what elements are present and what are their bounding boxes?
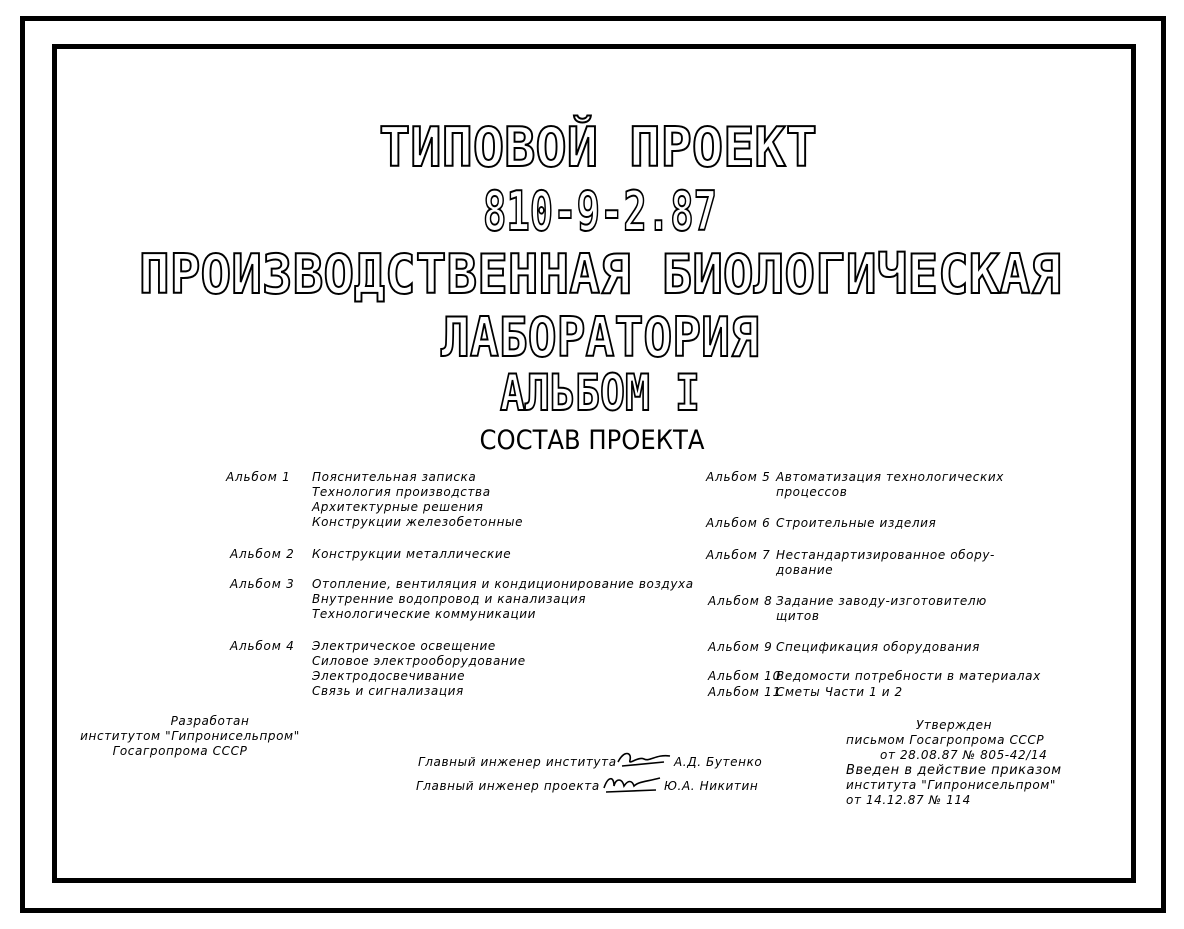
approval-line: письмом Госагропрома СССР	[846, 733, 1045, 747]
album-line: Силовое электрооборудование	[312, 654, 526, 668]
album-contents	[776, 470, 1004, 500]
album-line: Конструкции металлические	[312, 547, 512, 561]
album-line: щитов	[776, 609, 820, 623]
approval-line: Введен в действие приказом	[846, 763, 1062, 778]
approval-line: института "Гипронисельпром"	[846, 778, 1057, 792]
album-contents	[312, 470, 523, 530]
album-line: Отопление, вентиляция и кондиционирование воздуха	[312, 577, 694, 591]
album-line: Нестандартизированное обору-	[776, 548, 995, 562]
album-label: Альбом 9	[708, 640, 773, 654]
album-line: Пояснительная записка	[312, 470, 477, 484]
album-contents	[776, 594, 987, 624]
developer-line: Госагропрома СССР	[112, 744, 248, 758]
album-line: Связь и сигнализация	[312, 684, 464, 698]
album-contents	[776, 669, 1041, 684]
title-line-album: АЛЬБОМ I	[500, 364, 700, 422]
album-label: Альбом 1	[226, 470, 291, 484]
album-contents	[312, 547, 511, 562]
approval-line: от 14.12.87 № 114	[846, 793, 971, 807]
approval-block	[846, 718, 1062, 808]
chief-engineer-project-label: Главный инженер проекта	[416, 779, 600, 793]
album-line: Сметы Части 1 и 2	[776, 685, 903, 699]
album-label: Альбом 8	[708, 594, 773, 608]
album-line: Электрическое освещение	[312, 639, 496, 653]
approval-line: Утвержден	[916, 718, 993, 732]
album-contents	[776, 516, 936, 531]
title-line-lab-type: ПРОИЗВОДСТВЕННАЯ БИОЛОГИЧЕСКАЯ	[139, 243, 1061, 306]
album-line: Ведомости потребности в материалах	[776, 669, 1041, 683]
album-label: Альбом 3	[230, 577, 295, 591]
album-line: Спецификация оборудования	[776, 640, 980, 654]
album-line: Архитектурные решения	[312, 500, 484, 514]
developer-block	[80, 714, 300, 759]
album-line: Конструкции железобетонные	[312, 515, 524, 529]
album-line: Строительные изделия	[776, 516, 937, 530]
chief-engineer-project-name: Ю.А. Никитин	[664, 779, 759, 793]
album-label: Альбом 5	[706, 470, 771, 484]
album-line: Автоматизация технологических	[776, 470, 1004, 484]
project-composition-heading: СОСТАВ ПРОЕКТА	[479, 425, 705, 456]
album-label: Альбом 6	[706, 516, 771, 530]
album-line: Задание заводу-изготовителю	[776, 594, 987, 608]
chief-engineer-institute-name: А.Д. Бутенко	[674, 755, 763, 769]
title-line-laboratory: ЛАБОРАТОРИЯ	[441, 306, 759, 369]
album-contents	[776, 685, 903, 700]
album-label: Альбом 2	[230, 547, 295, 561]
approval-line: от 28.08.87 № 805-42/14	[880, 748, 1048, 762]
album-line: Внутренние водопровод и канализация	[312, 592, 587, 606]
album-line: Технология производства	[312, 485, 491, 499]
chief-engineer-institute-label: Главный инженер института	[418, 755, 617, 769]
album-contents	[312, 577, 694, 622]
album-label: Альбом 7	[706, 548, 771, 562]
title-line-typical-project: ТИПОВОЙ ПРОЕКТ	[379, 116, 817, 179]
album-line: процессов	[776, 485, 848, 499]
album-line: дование	[776, 563, 834, 577]
album-line: Технологические коммуникации	[312, 607, 537, 621]
signature-nikitin	[600, 772, 664, 796]
title-line-project-number: 810-9-2.87	[483, 180, 717, 243]
album-line: Электродосвечивание	[312, 669, 466, 683]
album-contents	[776, 548, 995, 578]
signature-butenko	[614, 748, 672, 770]
album-label: Альбом 10	[708, 669, 782, 683]
developer-line: институтом "Гипронисельпром"	[80, 729, 300, 743]
developer-line: Разработан	[170, 714, 250, 728]
album-label: Альбом 4	[230, 639, 295, 653]
album-contents	[776, 640, 980, 655]
album-label: Альбом 11	[708, 685, 782, 699]
album-contents	[312, 639, 526, 699]
